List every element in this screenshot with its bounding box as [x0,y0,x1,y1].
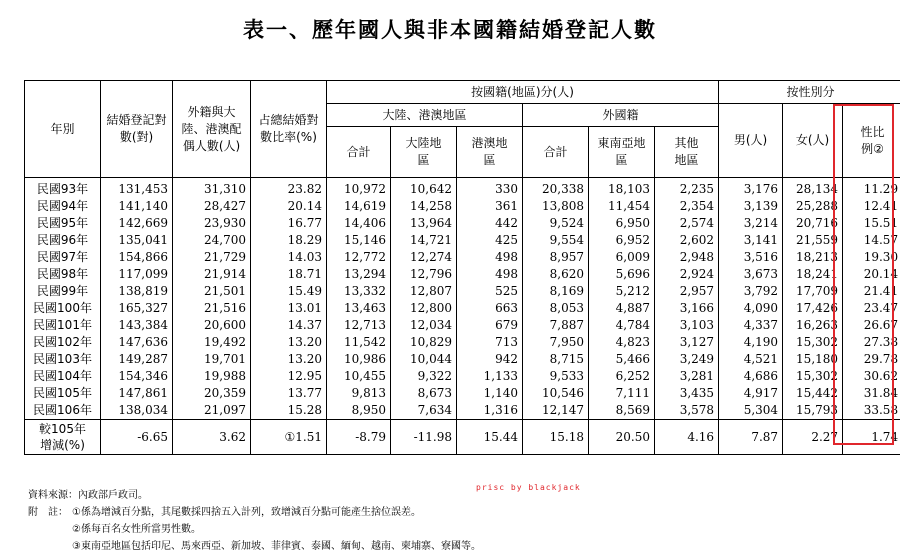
cell-total: 149,287 [101,351,173,368]
cell-fg_total: 8,620 [523,266,589,283]
change-label-line1: 較105年 [39,422,86,436]
cell-ratio: 14.37 [251,317,327,334]
cell-ratio: 14.03 [251,249,327,266]
cell-other: 2,574 [655,215,719,232]
row-year: 民國101年 [25,317,101,334]
change-cell-fg_total: 15.18 [523,420,589,455]
cell-male: 4,190 [719,334,783,351]
table-row [25,232,900,249]
cell-ratio: 23.82 [251,178,327,199]
header-female: 女(人) [783,104,843,178]
cell-hkm: 1,316 [457,402,523,420]
cell-ratio: 15.28 [251,402,327,420]
header-by-gender: 按性別分 [719,81,900,104]
cell-male: 3,673 [719,266,783,283]
cell-other: 3,127 [655,334,719,351]
change-cell-mainland: -11.98 [391,420,457,455]
table-row [25,351,900,368]
cell-ratio: 13.20 [251,351,327,368]
cell-male: 3,792 [719,283,783,300]
table-row [25,249,900,266]
cell-female: 17,426 [783,300,843,317]
note-line-2 [28,520,201,535]
cell-mainland: 12,796 [391,266,457,283]
table-row [25,385,900,402]
cell-spouses: 20,600 [173,317,251,334]
cell-sea: 4,887 [589,300,655,317]
cell-female: 15,302 [783,334,843,351]
cell-hkm: 498 [457,266,523,283]
change-cell-hkm: 15.44 [457,420,523,455]
change-cell-sexratio: 1.74 [843,420,900,455]
note-1: ①係為增減百分點，其尾數採四捨五入計列，致增減百分點可能產生捨位誤差。 [72,507,421,518]
cell-ml_total: 8,950 [327,402,391,420]
cell-ml_total: 14,619 [327,198,391,215]
cell-sexratio: 20.14 [843,266,900,283]
cell-hkm: 1,140 [457,385,523,402]
row-year: 民國94年 [25,198,101,215]
change-cell-total: -6.65 [101,420,173,455]
cell-mainland: 10,829 [391,334,457,351]
cell-fg_total: 7,887 [523,317,589,334]
cell-ml_total: 14,406 [327,215,391,232]
cell-sea: 6,009 [589,249,655,266]
table-row [25,283,900,300]
sex-ratio-highlight-box [833,104,894,445]
cell-mainland: 14,258 [391,198,457,215]
cell-ratio: 16.77 [251,215,327,232]
cell-total: 141,140 [101,198,173,215]
cell-sexratio: 11.29 [843,178,900,199]
cell-ratio: 18.71 [251,266,327,283]
cell-other: 2,235 [655,178,719,199]
cell-male: 5,304 [719,402,783,420]
cell-fg_total: 8,715 [523,351,589,368]
table-row [25,300,900,317]
cell-female: 18,213 [783,249,843,266]
cell-ratio: 13.20 [251,334,327,351]
cell-female: 20,716 [783,215,843,232]
header-ratio: 占總結婚對數比率(%) [251,81,327,178]
cell-male: 3,214 [719,215,783,232]
cell-ratio: 18.29 [251,232,327,249]
cell-ml_total: 10,986 [327,351,391,368]
source-note: 資料來源：內政部戶政司。 [28,490,148,501]
cell-mainland: 12,274 [391,249,457,266]
cell-mainland: 10,642 [391,178,457,199]
cell-total: 154,866 [101,249,173,266]
cell-spouses: 19,988 [173,368,251,385]
cell-fg_total: 8,053 [523,300,589,317]
cell-sexratio: 26.67 [843,317,900,334]
cell-spouses: 23,930 [173,215,251,232]
cell-fg_total: 9,533 [523,368,589,385]
header-foreign-group: 外國籍 [523,104,719,127]
cell-fg_total: 12,147 [523,402,589,420]
cell-sea: 6,952 [589,232,655,249]
cell-hkm: 679 [457,317,523,334]
table-row [25,215,900,232]
watermark-text: prisc by blackjack [476,483,581,492]
cell-sexratio: 29.78 [843,351,900,368]
cell-other: 2,948 [655,249,719,266]
cell-ml_total: 13,463 [327,300,391,317]
cell-sea: 5,466 [589,351,655,368]
cell-male: 4,521 [719,351,783,368]
change-cell-female: 2.27 [783,420,843,455]
cell-sea: 4,784 [589,317,655,334]
cell-fg_total: 20,338 [523,178,589,199]
cell-ml_total: 9,813 [327,385,391,402]
header-mainland: 大陸地區 [391,127,457,178]
cell-male: 3,141 [719,232,783,249]
header-by-nationality: 按國籍(地區)分(人) [327,81,719,104]
cell-hkm: 425 [457,232,523,249]
cell-mainland: 12,807 [391,283,457,300]
cell-ml_total: 13,332 [327,283,391,300]
cell-spouses: 19,701 [173,351,251,368]
cell-other: 3,578 [655,402,719,420]
cell-sea: 4,823 [589,334,655,351]
row-year: 民國93年 [25,178,101,199]
cell-female: 21,559 [783,232,843,249]
note-line-1 [28,503,421,518]
cell-other: 2,924 [655,266,719,283]
cell-fg_total: 9,524 [523,215,589,232]
row-year: 民國95年 [25,215,101,232]
cell-spouses: 31,310 [173,178,251,199]
header-subtotal-foreign: 合計 [523,127,589,178]
row-year: 民國105年 [25,385,101,402]
cell-hkm: 525 [457,283,523,300]
cell-ml_total: 10,972 [327,178,391,199]
cell-mainland: 12,034 [391,317,457,334]
note-label: 附 註： [28,507,68,518]
cell-sea: 18,103 [589,178,655,199]
change-label-line2: 增減(%) [40,438,85,452]
cell-spouses: 21,501 [173,283,251,300]
cell-sexratio: 12.41 [843,198,900,215]
cell-sea: 5,696 [589,266,655,283]
cell-mainland: 7,634 [391,402,457,420]
cell-other: 3,435 [655,385,719,402]
cell-mainland: 13,964 [391,215,457,232]
row-year: 民國106年 [25,402,101,420]
header-total-marriages: 結婚登記對數(對) [101,81,173,178]
cell-mainland: 12,800 [391,300,457,317]
cell-other: 2,957 [655,283,719,300]
header-mainland-group: 大陸、港澳地區 [327,104,523,127]
cell-mainland: 8,673 [391,385,457,402]
cell-hkm: 713 [457,334,523,351]
row-year: 民國98年 [25,266,101,283]
cell-male: 4,917 [719,385,783,402]
change-cell-ratio: ①1.51 [251,420,327,455]
cell-other: 3,249 [655,351,719,368]
cell-male: 4,337 [719,317,783,334]
page-title: 表一、歷年國人與非本國籍結婚登記人數 [243,18,657,42]
cell-spouses: 21,729 [173,249,251,266]
cell-sexratio: 21.41 [843,283,900,300]
cell-other: 3,281 [655,368,719,385]
cell-mainland: 10,044 [391,351,457,368]
table-row [25,266,900,283]
cell-male: 4,686 [719,368,783,385]
table-row [25,334,900,351]
row-year: 民國103年 [25,351,101,368]
header-hk-macao: 港澳地區 [457,127,523,178]
cell-total: 143,384 [101,317,173,334]
cell-sea: 5,212 [589,283,655,300]
cell-total: 165,327 [101,300,173,317]
cell-spouses: 21,516 [173,300,251,317]
cell-ml_total: 11,542 [327,334,391,351]
table-row [25,402,900,420]
cell-other: 2,602 [655,232,719,249]
change-cell-male: 7.87 [719,420,783,455]
cell-ratio: 13.01 [251,300,327,317]
cell-sexratio: 23.47 [843,300,900,317]
header-sex-ratio: 性比例② [843,104,900,178]
row-year: 民國96年 [25,232,101,249]
cell-female: 15,793 [783,402,843,420]
row-year: 民國99年 [25,283,101,300]
cell-sea: 7,111 [589,385,655,402]
header-foreign-spouses: 外籍與大陸、港澳配偶人數(人) [173,81,251,178]
table-row [25,368,900,385]
cell-other: 2,354 [655,198,719,215]
cell-sea: 6,950 [589,215,655,232]
cell-ratio: 15.49 [251,283,327,300]
cell-hkm: 361 [457,198,523,215]
change-cell-other: 4.16 [655,420,719,455]
cell-sexratio: 19.30 [843,249,900,266]
table-row [25,317,900,334]
cell-sexratio: 30.62 [843,368,900,385]
cell-hkm: 1,133 [457,368,523,385]
cell-total: 131,453 [101,178,173,199]
header-subtotal-mainland: 合計 [327,127,391,178]
cell-sexratio: 27.38 [843,334,900,351]
cell-male: 3,139 [719,198,783,215]
cell-ml_total: 12,772 [327,249,391,266]
header-year: 年別 [25,81,101,178]
header-other-regions: 其他地區 [655,127,719,178]
cell-total: 117,099 [101,266,173,283]
cell-fg_total: 8,169 [523,283,589,300]
cell-fg_total: 10,546 [523,385,589,402]
cell-total: 147,636 [101,334,173,351]
cell-spouses: 19,492 [173,334,251,351]
cell-fg_total: 7,950 [523,334,589,351]
note-line-3 [28,537,481,552]
cell-total: 138,819 [101,283,173,300]
cell-ml_total: 13,294 [327,266,391,283]
cell-total: 147,861 [101,385,173,402]
cell-female: 16,263 [783,317,843,334]
cell-spouses: 28,427 [173,198,251,215]
change-row-label [25,420,101,455]
cell-hkm: 442 [457,215,523,232]
cell-sexratio: 31.84 [843,385,900,402]
cell-ml_total: 12,713 [327,317,391,334]
marriage-registration-table [24,80,900,455]
table-row [25,178,900,199]
cell-spouses: 21,914 [173,266,251,283]
cell-mainland: 14,721 [391,232,457,249]
cell-sea: 8,569 [589,402,655,420]
cell-female: 15,180 [783,351,843,368]
cell-female: 15,442 [783,385,843,402]
cell-other: 3,103 [655,317,719,334]
cell-fg_total: 13,808 [523,198,589,215]
note-2: ②係每百名女性所當男性數。 [72,524,201,535]
cell-spouses: 21,097 [173,402,251,420]
cell-female: 28,134 [783,178,843,199]
cell-sea: 11,454 [589,198,655,215]
row-year: 民國102年 [25,334,101,351]
table-row [25,198,900,215]
row-year: 民國104年 [25,368,101,385]
cell-fg_total: 8,957 [523,249,589,266]
cell-male: 3,516 [719,249,783,266]
row-year: 民國97年 [25,249,101,266]
cell-female: 25,288 [783,198,843,215]
change-cell-ml_total: -8.79 [327,420,391,455]
cell-ratio: 13.77 [251,385,327,402]
cell-female: 17,709 [783,283,843,300]
cell-sexratio: 15.51 [843,215,900,232]
cell-female: 18,241 [783,266,843,283]
cell-total: 154,346 [101,368,173,385]
cell-ml_total: 15,146 [327,232,391,249]
cell-sexratio: 33.58 [843,402,900,420]
cell-male: 4,090 [719,300,783,317]
change-row [25,420,900,455]
cell-female: 15,302 [783,368,843,385]
cell-spouses: 24,700 [173,232,251,249]
cell-other: 3,166 [655,300,719,317]
cell-total: 138,034 [101,402,173,420]
cell-sea: 6,252 [589,368,655,385]
header-male: 男(人) [719,104,783,178]
cell-hkm: 663 [457,300,523,317]
cell-ratio: 12.95 [251,368,327,385]
cell-hkm: 330 [457,178,523,199]
cell-hkm: 942 [457,351,523,368]
cell-ml_total: 10,455 [327,368,391,385]
cell-mainland: 9,322 [391,368,457,385]
cell-total: 135,041 [101,232,173,249]
change-cell-spouses: 3.62 [173,420,251,455]
cell-spouses: 20,359 [173,385,251,402]
cell-hkm: 498 [457,249,523,266]
header-southeast-asia: 東南亞地區 [589,127,655,178]
cell-sexratio: 14.57 [843,232,900,249]
change-cell-sea: 20.50 [589,420,655,455]
cell-fg_total: 9,554 [523,232,589,249]
cell-male: 3,176 [719,178,783,199]
cell-ratio: 20.14 [251,198,327,215]
row-year: 民國100年 [25,300,101,317]
cell-total: 142,669 [101,215,173,232]
note-3: ③東南亞地區包括印尼、馬來西亞、新加坡、菲律賓、泰國、緬甸、越南、柬埔寨、寮國等。 [72,541,481,552]
